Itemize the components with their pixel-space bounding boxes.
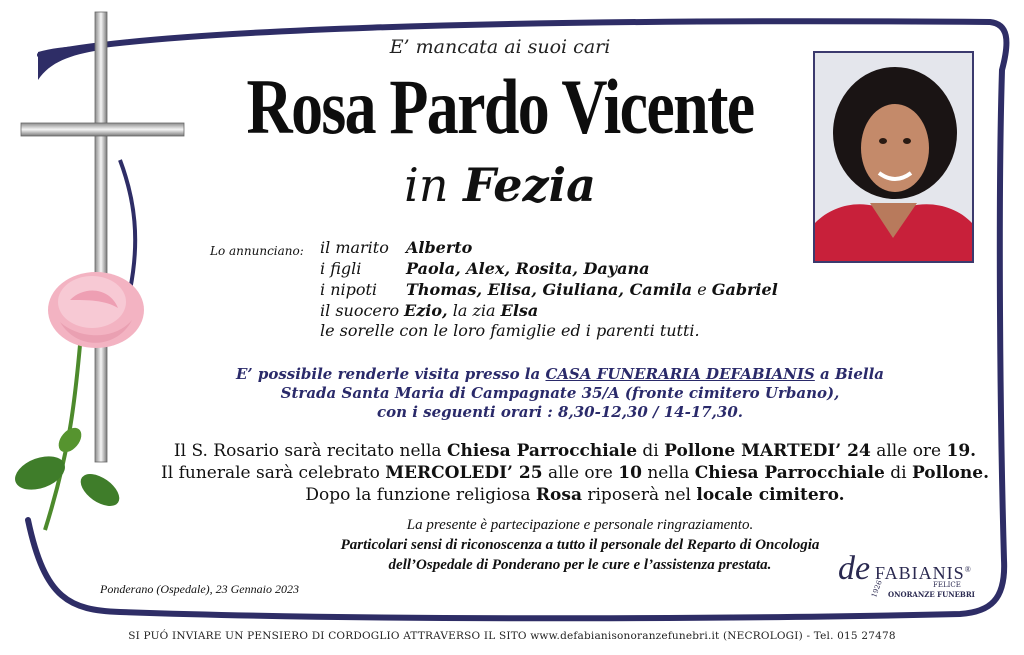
t: Il funerale sarà celebrato (161, 463, 386, 483)
funeral-details (120, 440, 1024, 506)
relation-grandchildren: i nipoti (320, 280, 378, 299)
t: Il S. Rosario sarà recitato nella (173, 441, 447, 461)
thanks-text (300, 515, 860, 575)
t: di (884, 463, 912, 483)
married-surname: Fezia (463, 158, 596, 212)
names-grandchildren-line (406, 280, 778, 299)
portrait-photo (813, 51, 974, 263)
intro-text: E’ mancata ai suoi cari (389, 36, 611, 58)
names-aunt-label: la zia (452, 301, 496, 320)
relation-children: i figli (320, 259, 362, 278)
thanks-line-3: dell’Ospedale di Ponderano per le cure e l’assistenza prestata. (388, 557, 772, 573)
t: 10 (618, 463, 642, 483)
t: Chiesa Parrocchiale (694, 463, 885, 483)
visit-line-2: Strada Santa Maria di Campagnate 35/A (fronte cimitero Urbano), (280, 384, 840, 402)
t: alle ore (870, 441, 947, 461)
t: MERCOLEDI’ 25 (385, 463, 543, 483)
t: Chiesa Parrocchiale (446, 441, 638, 461)
relatives-closing: le sorelle con le loro famiglie ed i parenti tutti. (320, 321, 700, 340)
visit-line-1 (180, 365, 940, 384)
visit-info (180, 365, 940, 422)
t: nella (641, 463, 695, 483)
t: di (637, 441, 665, 461)
names-husband: Alberto (406, 238, 473, 257)
funeral-home-name: CASA FUNERARIA DEFABIANIS (545, 365, 815, 383)
logo-script: de (838, 550, 871, 587)
visit-line-3: con i seguenti orari : 8,30-12,30 / 14-17,30. (376, 403, 744, 421)
t: Pollone MARTEDI’ 24 (664, 441, 871, 461)
t: Dopo la funzione religiosa (305, 485, 536, 505)
visit-line-1-pre: E’ possibile renderle visita presso la (235, 365, 541, 383)
married-prefix: in (404, 158, 449, 212)
funeral-line (120, 462, 1024, 484)
t: alle ore (542, 463, 619, 483)
visit-line-1-post: a Biella (820, 365, 885, 383)
names-children: Paola, Alex, Rosita, Dayana (406, 259, 650, 278)
married-name (360, 158, 640, 212)
names-grandchildren: Thomas, Elisa, Giuliana, Camila (406, 280, 693, 299)
deceased-name: Rosa Pardo Vicente (246, 63, 754, 150)
place-date: Ponderano (Ospedale), 23 Gennaio 2023 (100, 582, 299, 596)
t: 19. (946, 441, 977, 461)
t: riposerà nel (581, 485, 697, 505)
footer-text: SI PUÓ INVIARE UN PENSIERO DI CORDOGLIO ATTRAVERSO IL SITO www.defabianisonoranzefunebri.it (NECROLOGI) - Tel. 015 27478 (128, 630, 896, 642)
burial-line (120, 484, 1024, 506)
names-father-in-law: Ezio, (404, 301, 448, 320)
names-grandchildren-joiner: e (697, 280, 707, 299)
logo-year: 1926 (870, 579, 884, 599)
logo-reg: ® (964, 565, 972, 574)
t: Rosa (535, 485, 582, 505)
relation-husband: il marito (320, 238, 389, 257)
t: Pollone. (911, 463, 989, 483)
names-father-in-law-line (404, 301, 538, 320)
rosary-line (120, 440, 1024, 462)
thanks-line-2: Particolari sensi di riconoscenza a tutto il personale del Reparto di Oncologia (340, 537, 820, 553)
logo-sub2: ONORANZE FUNEBRI (888, 590, 975, 599)
names-aunt: Elsa (500, 301, 539, 320)
names-grandchildren-last: Gabriel (711, 280, 778, 299)
logo-caps-text: FABIANIS (875, 563, 965, 583)
announcers-label: Lo annunciano: (210, 244, 304, 258)
logo-sub1: FELICE (933, 581, 961, 589)
t: locale cimitero. (696, 485, 845, 505)
relation-father-in-law: il suocero (320, 301, 400, 320)
thanks-line-1: La presente è partecipazione e personale ringraziamento. (406, 517, 754, 533)
